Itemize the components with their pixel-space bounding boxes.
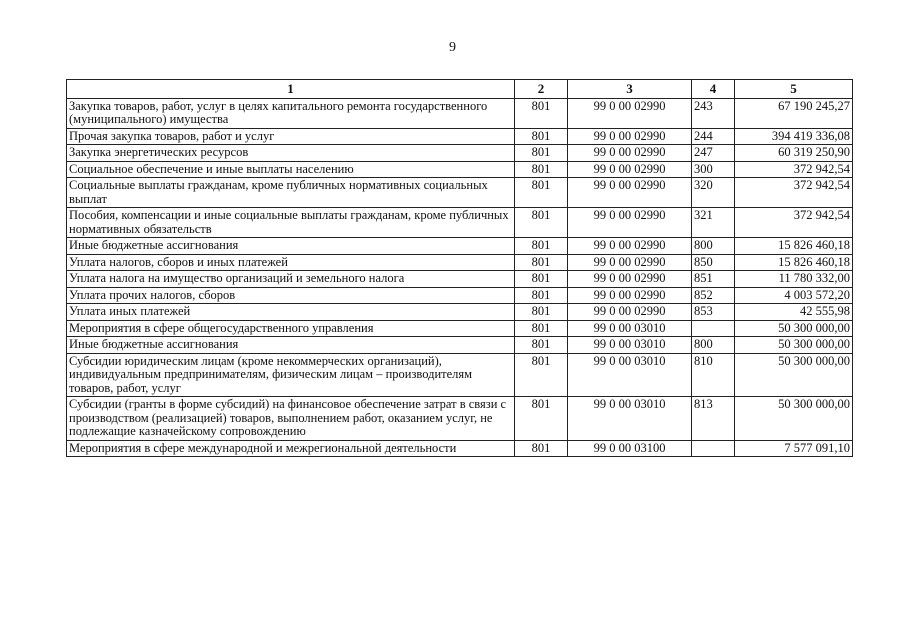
row-code: 99 0 00 03010 [568,320,692,337]
row-sum: 50 300 000,00 [735,397,853,441]
row-type: 300 [692,161,735,178]
row-type: 852 [692,287,735,304]
table-header-row [67,80,853,99]
table-row [67,304,853,321]
row-name: Субсидии юридическим лицам (кроме некоммерческих организаций), индивидуальным предпринимателям, физическим лицам – производителям товаров, работ, услуг [67,353,515,397]
table-row [67,208,853,238]
row-code: 99 0 00 03010 [568,337,692,354]
table-row [67,287,853,304]
row-name: Уплата налога на имущество организаций и земельного налога [67,271,515,288]
row-sum: 42 555,98 [735,304,853,321]
table-row [67,440,853,457]
row-type: 321 [692,208,735,238]
row-code: 99 0 00 02990 [568,304,692,321]
row-ved: 801 [515,440,568,457]
row-ved: 801 [515,397,568,441]
table-row [67,178,853,208]
row-sum: 15 826 460,18 [735,254,853,271]
row-sum: 394 419 336,08 [735,128,853,145]
row-ved: 801 [515,98,568,128]
table-row [67,353,853,397]
row-name: Закупка энергетических ресурсов [67,145,515,162]
row-name: Прочая закупка товаров, работ и услуг [67,128,515,145]
row-sum: 15 826 460,18 [735,238,853,255]
page-number: 9 [449,40,456,55]
row-name: Пособия, компенсации и иные социальные выплаты гражданам, кроме публичных нормативных обязательств [67,208,515,238]
row-type: 851 [692,271,735,288]
column-header-name: 1 [67,80,515,99]
row-type: 247 [692,145,735,162]
table-row [67,271,853,288]
row-sum: 372 942,54 [735,208,853,238]
row-ved: 801 [515,337,568,354]
table-row [67,161,853,178]
row-ved: 801 [515,161,568,178]
column-header-type: 4 [692,80,735,99]
row-code: 99 0 00 02990 [568,208,692,238]
row-sum: 67 190 245,27 [735,98,853,128]
table-row [67,128,853,145]
row-code: 99 0 00 02990 [568,271,692,288]
row-sum: 60 319 250,90 [735,145,853,162]
row-type [692,320,735,337]
row-ved: 801 [515,254,568,271]
row-type: 813 [692,397,735,441]
row-name: Уплата иных платежей [67,304,515,321]
row-sum: 11 780 332,00 [735,271,853,288]
row-code: 99 0 00 02990 [568,161,692,178]
row-name: Уплата прочих налогов, сборов [67,287,515,304]
row-type: 320 [692,178,735,208]
table-row [67,98,853,128]
row-type: 800 [692,238,735,255]
row-type: 244 [692,128,735,145]
row-ved: 801 [515,208,568,238]
row-type [692,440,735,457]
row-code: 99 0 00 02990 [568,128,692,145]
row-code: 99 0 00 02990 [568,145,692,162]
row-name: Мероприятия в сфере международной и межрегиональной деятельности [67,440,515,457]
row-sum: 7 577 091,10 [735,440,853,457]
row-name: Социальные выплаты гражданам, кроме публичных нормативных социальных выплат [67,178,515,208]
row-ved: 801 [515,145,568,162]
row-type: 853 [692,304,735,321]
row-type: 850 [692,254,735,271]
table-body [67,98,853,457]
row-ved: 801 [515,238,568,255]
row-name: Закупка товаров, работ, услуг в целях капитального ремонта государственного (муниципального) имущества [67,98,515,128]
row-sum: 50 300 000,00 [735,353,853,397]
row-sum: 372 942,54 [735,178,853,208]
row-name: Мероприятия в сфере общегосударственного управления [67,320,515,337]
row-ved: 801 [515,353,568,397]
column-header-sum: 5 [735,80,853,99]
table-row [67,238,853,255]
row-name: Иные бюджетные ассигнования [67,238,515,255]
row-ved: 801 [515,287,568,304]
table-row [67,337,853,354]
table-row [67,145,853,162]
row-sum: 50 300 000,00 [735,337,853,354]
row-code: 99 0 00 02990 [568,178,692,208]
row-code: 99 0 00 02990 [568,287,692,304]
row-code: 99 0 00 03010 [568,353,692,397]
row-name: Социальное обеспечение и иные выплаты населению [67,161,515,178]
row-type: 800 [692,337,735,354]
table-row [67,254,853,271]
row-code: 99 0 00 02990 [568,98,692,128]
row-ved: 801 [515,304,568,321]
column-header-ved: 2 [515,80,568,99]
row-code: 99 0 00 02990 [568,238,692,255]
table-row [67,397,853,441]
column-header-code: 3 [568,80,692,99]
table-row [67,320,853,337]
row-sum: 50 300 000,00 [735,320,853,337]
row-name: Субсидии (гранты в форме субсидий) на финансовое обеспечение затрат в связи с производством (реализацией) товаров, выполнением работ, оказанием услуг, не подлежащие казначейскому сопровождению [67,397,515,441]
row-code: 99 0 00 03100 [568,440,692,457]
row-ved: 801 [515,178,568,208]
row-name: Уплата налогов, сборов и иных платежей [67,254,515,271]
row-name: Иные бюджетные ассигнования [67,337,515,354]
row-sum: 4 003 572,20 [735,287,853,304]
row-ved: 801 [515,320,568,337]
row-sum: 372 942,54 [735,161,853,178]
budget-table [66,79,853,457]
row-ved: 801 [515,128,568,145]
row-type: 810 [692,353,735,397]
row-code: 99 0 00 03010 [568,397,692,441]
row-code: 99 0 00 02990 [568,254,692,271]
row-type: 243 [692,98,735,128]
row-ved: 801 [515,271,568,288]
